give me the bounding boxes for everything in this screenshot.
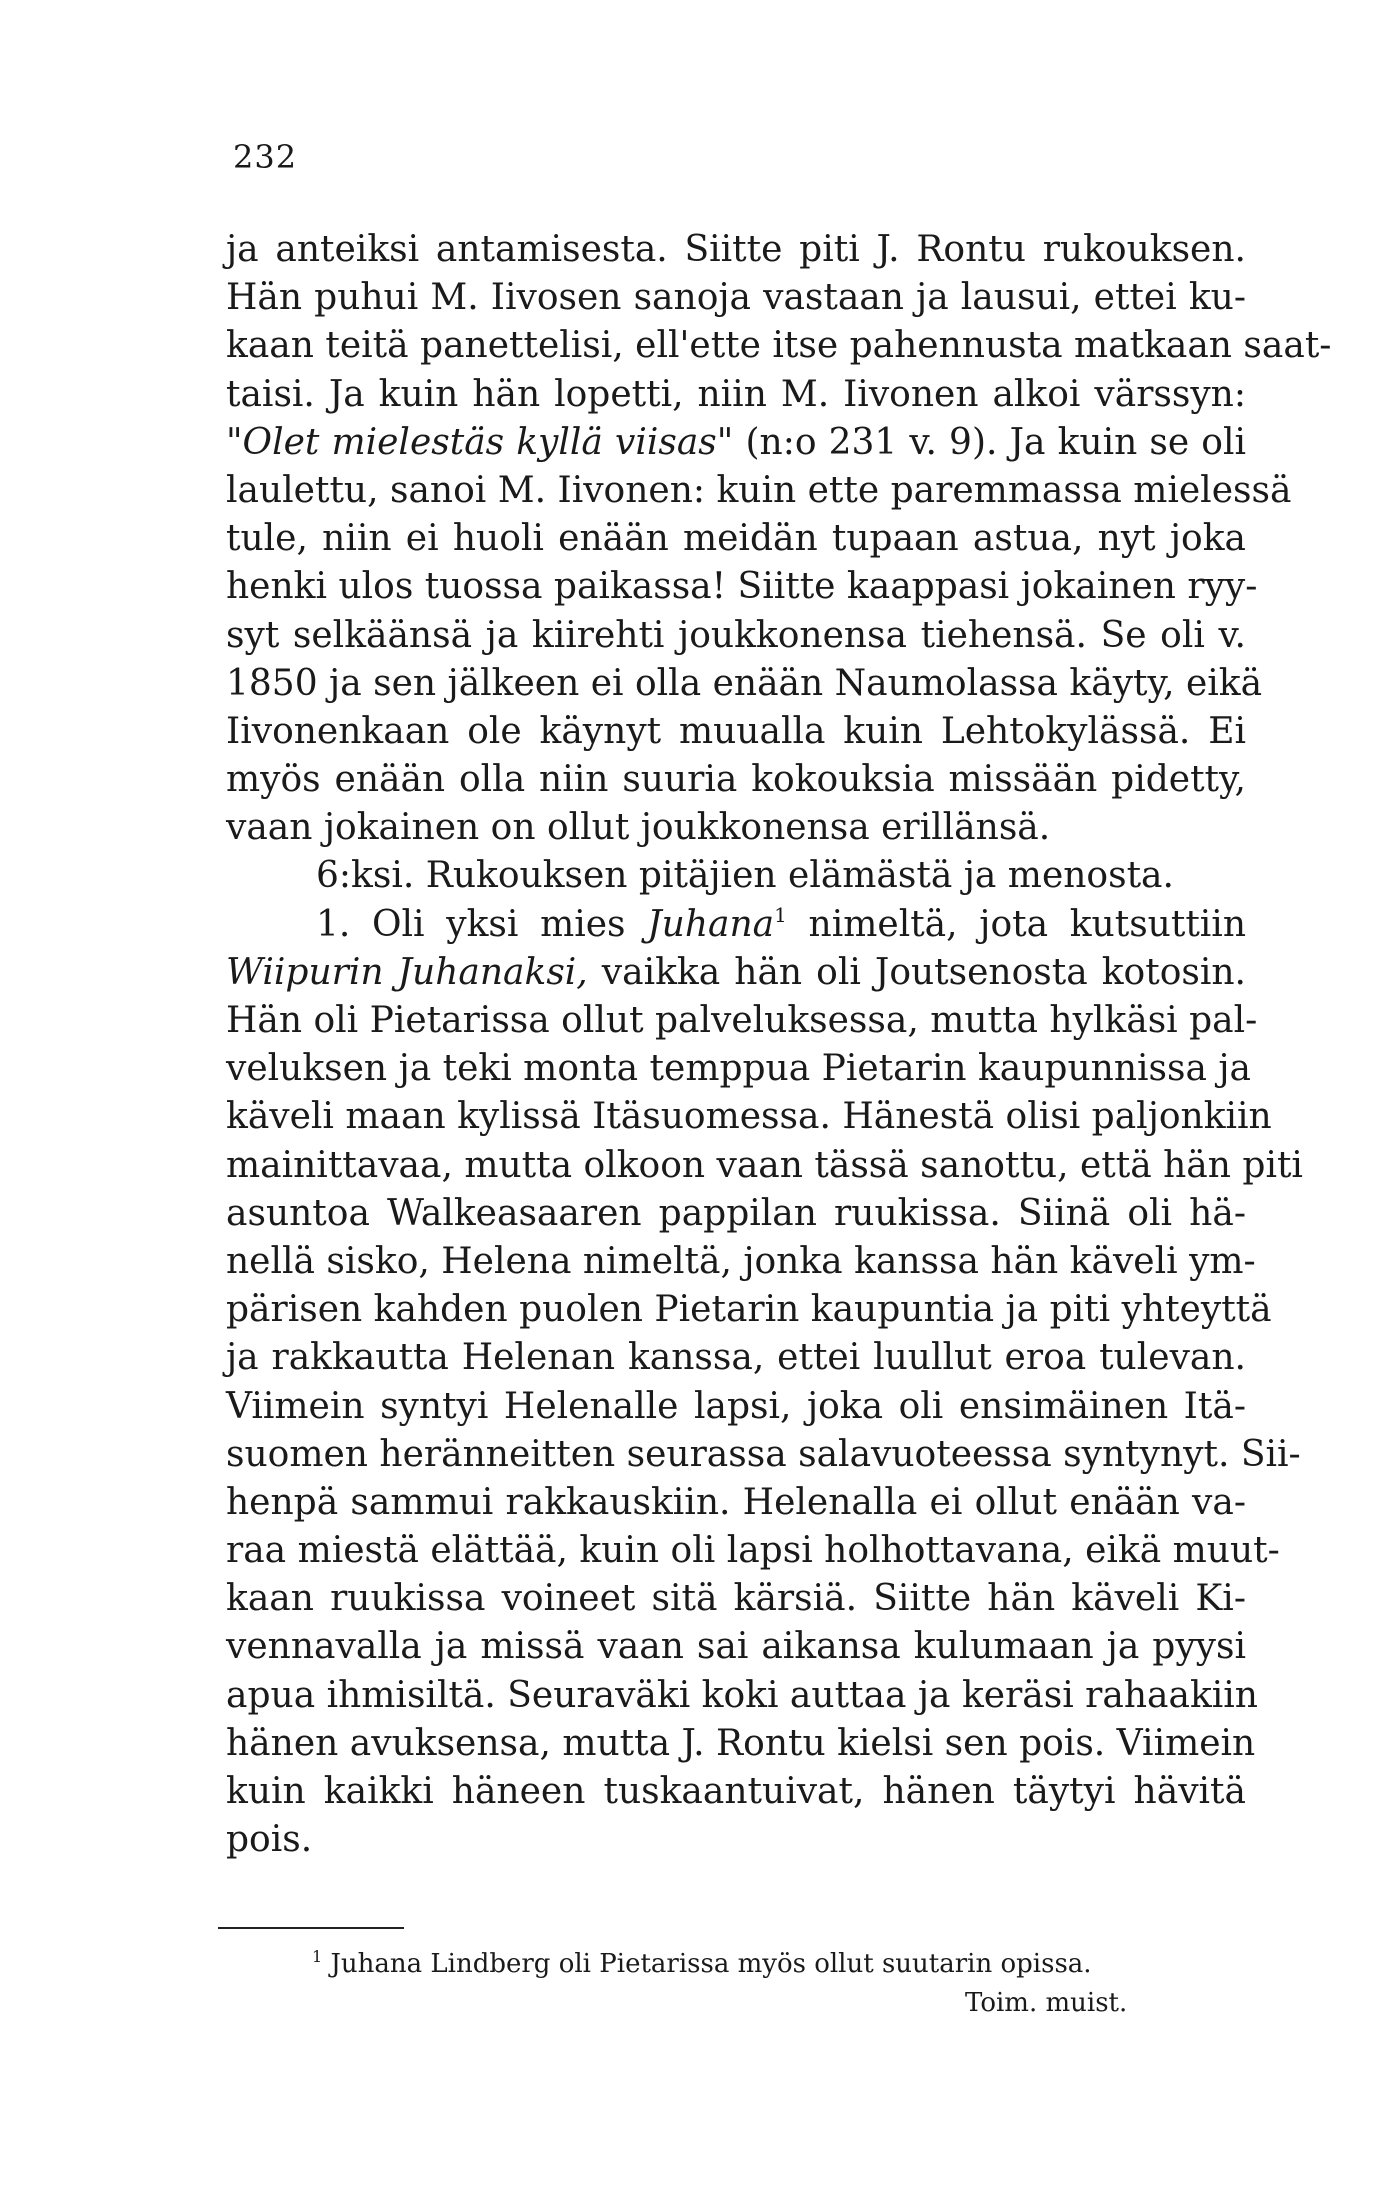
text-line: käveli maan kylissä Itäsuomessa. Hänestä olisi paljonkiin xyxy=(226,1096,1272,1138)
text-line: apua ihmisiltä. Seuraväki koki auttaa ja keräsi rahaakiin xyxy=(226,1674,1258,1716)
text-line: laulettu, sanoi M. Iivonen: kuin ette paremmassa mielessä xyxy=(226,469,1292,511)
text-line: henki ulos tuossa paikassa! Siitte kaappasi jokainen ryy- xyxy=(226,566,1258,608)
text-line: syt selkäänsä ja kiirehti joukkonensa tiehensä. Se oli v. xyxy=(226,614,1246,656)
text-line xyxy=(226,419,1246,467)
text-line: veluksen ja teki monta temppua Pietarin kaupunnissa ja xyxy=(226,1048,1252,1090)
footnote-ref: 1 xyxy=(774,902,787,927)
text-line: asuntoa Walkeasaaren pappilan ruukissa. Siinä oli hä- xyxy=(226,1192,1246,1234)
footnote-divider xyxy=(218,1927,404,1929)
hymn-title: "Olet mielestäs kyllä viisas" xyxy=(226,421,734,463)
footnote-marker: 1 xyxy=(312,1947,323,1966)
text-line: tule, niin ei huoli enään meidän tupaan astua, nyt joka xyxy=(226,518,1246,560)
text-line: 1850 ja sen jälkeen ei olla enään Naumolassa käyty, eikä xyxy=(226,662,1263,704)
body-text xyxy=(226,226,1332,1864)
text-line: mainittavaa, mutta olkoon vaan tässä sanottu, että hän piti xyxy=(226,1144,1303,1186)
text-line: ja rakkautta Helenan kanssa, ettei luullut eroa tulevan. xyxy=(226,1337,1246,1379)
text-fragment: 1. Oli yksi mies xyxy=(316,903,648,945)
text-line: vaan jokainen on ollut joukkonensa erillänsä. xyxy=(226,807,1051,849)
section-heading: 6:ksi. Rukouksen pitäjien elämästä ja menosta. xyxy=(316,855,1174,897)
text-line: myös enään olla niin suuria kokouksia missään pidetty, xyxy=(226,759,1246,801)
text-fragment: vaikka hän oli Joutsenosta kotosin. xyxy=(587,951,1246,993)
text-line: Hän puhui M. Iivosen sanoja vastaan ja lausui, ettei ku- xyxy=(226,277,1246,319)
text-line: raa miestä elättää, kuin oli lapsi holhottavana, eikä muut- xyxy=(226,1530,1280,1572)
text-line: kaan teitä panettelisi, ell'ette itse pahennusta matkaan saat- xyxy=(226,325,1332,367)
text-line: kuin kaikki häneen tuskaantuivat, hänen täytyi hävitä xyxy=(226,1771,1246,1812)
footnote xyxy=(312,1946,1212,1982)
text-line: vennavalla ja missä vaan sai aikansa kulumaan ja pyysi xyxy=(226,1626,1246,1668)
nickname: Wiipurin Juhanaksi, xyxy=(226,951,588,993)
person-name: Juhana xyxy=(647,903,775,945)
text-line: kaan ruukissa voineet sitä kärsiä. Siitte hän käveli Ki- xyxy=(226,1578,1246,1620)
text-line: suomen heränneitten seurassa salavuoteessa syntynyt. Sii- xyxy=(226,1433,1301,1475)
text-line: Iivonenkaan ole käynyt muualla kuin Lehtokylässä. Ei xyxy=(226,710,1246,752)
text-fragment: (n:o 231 v. 9). Ja kuin se oli xyxy=(733,421,1246,463)
text-line xyxy=(226,901,1246,949)
text-line xyxy=(226,949,1246,997)
text-line: Viimein syntyi Helenalle lapsi, joka oli ensimäinen Itä- xyxy=(226,1385,1246,1427)
page-number: 232 xyxy=(233,138,298,176)
text-line: pärisen kahden puolen Pietarin kaupuntia ja piti yhteyttä xyxy=(226,1289,1272,1331)
text-line: Hän oli Pietarissa ollut palveluksessa, mutta hylkäsi pal- xyxy=(226,1000,1258,1041)
text-fragment: nimeltä, jota kutsuttiin xyxy=(786,903,1247,945)
text-line: pois. xyxy=(226,1819,313,1861)
footnote-editor-note: Toim. muist. xyxy=(965,1988,1128,2018)
text-line: taisi. Ja kuin hän lopetti, niin M. Iivonen alkoi värssyn: xyxy=(226,373,1246,415)
text-line: hänen avuksensa, mutta J. Rontu kielsi sen pois. Viimein xyxy=(226,1722,1256,1764)
text-line: nellä sisko, Helena nimeltä, jonka kanssa hän käveli ym- xyxy=(226,1240,1256,1282)
text-line: ja anteiksi antamisesta. Siitte piti J. Rontu rukouksen. xyxy=(226,229,1246,270)
footnote-text: Juhana Lindberg oli Pietarissa myös ollut suutarin opissa. xyxy=(330,1949,1092,1979)
text-line: henpä sammui rakkauskiin. Helenalla ei ollut enään va- xyxy=(226,1481,1246,1523)
